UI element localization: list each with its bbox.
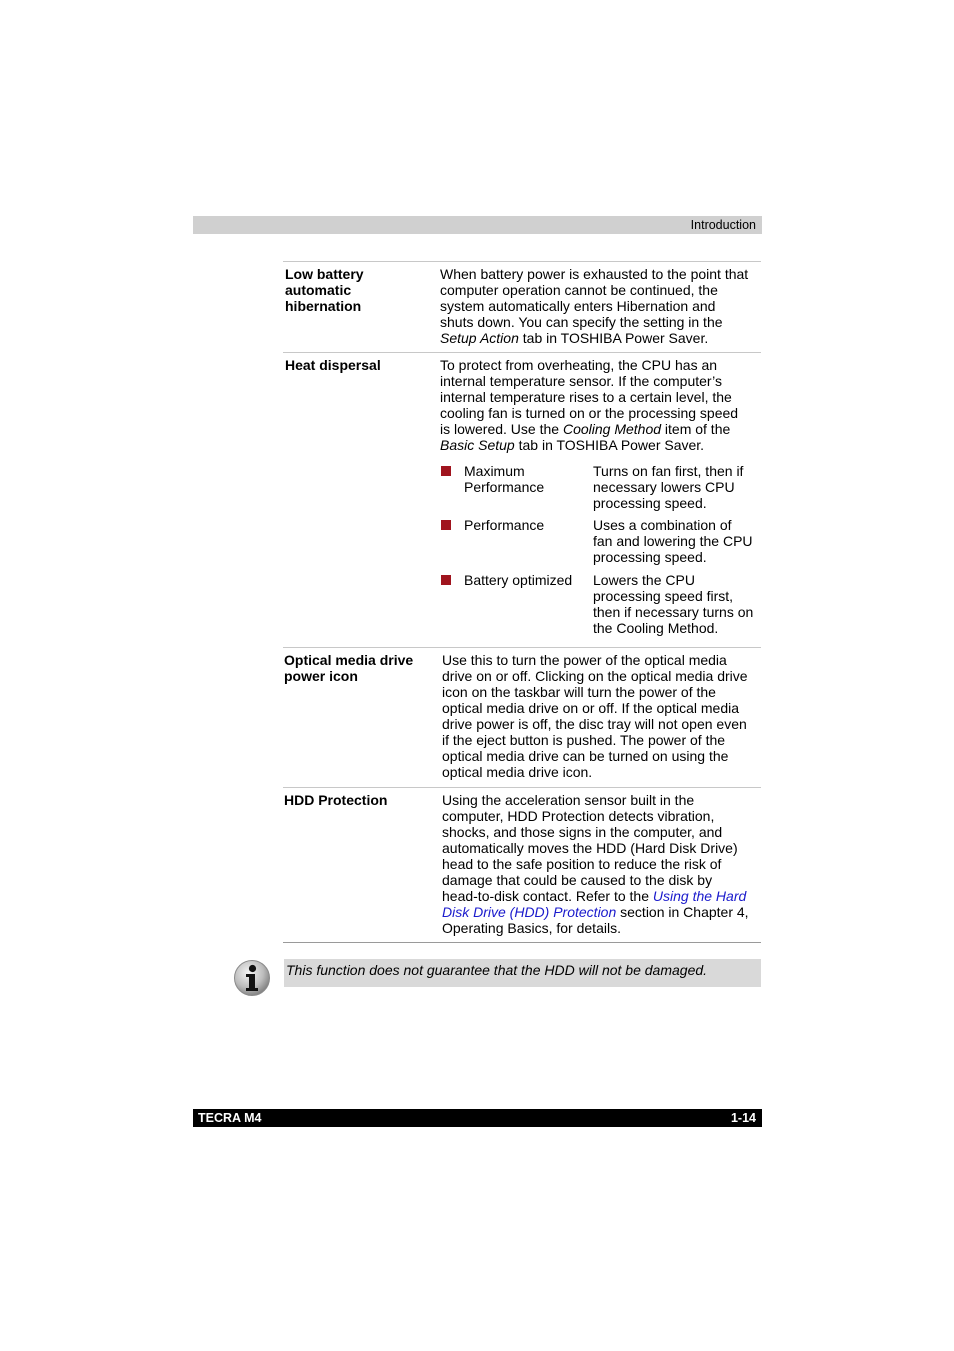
- table-row-heat-dispersal: Heat dispersal To protect from overheating, the CPU has an internal temperature sensor. If the computer’s internal temperature rises to a certain level, the cooling fan is turned on or the processing speed is lowered. Use the Cooling Method item of the Basic Setup tab in TOSHIBA Power Saver. Maximum Performance Turns on fan first, then if necessary lowers CPU processing speed. Performance Uses a combination of fan and lowering the CPU processing speed. Battery optimized Lowers the CPU processing speed first, then if necessary turns on the Cooling Method.: [283, 352, 761, 647]
- info-icon: [233, 959, 271, 997]
- section-title: Introduction: [690, 218, 756, 232]
- row-label: HDD Protection: [284, 792, 388, 808]
- bullet-square-icon: [441, 575, 451, 585]
- row-description: To protect from overheating, the CPU has an internal temperature sensor. If the computer’s internal temperature rises to a certain level, the cooling fan is turned on or the processing speed is lowered. Use the Cooling Method item of the Basic Setup tab in TOSHIBA Power Saver.: [440, 357, 739, 453]
- bullet-square-icon: [441, 466, 451, 476]
- table-bottom-rule: [283, 942, 761, 943]
- bullet-square-icon: [441, 520, 451, 530]
- note-box: [284, 959, 761, 987]
- header-bar: [193, 216, 762, 234]
- table-row-low-battery: [283, 261, 761, 352]
- table-row-optical-drive: [283, 647, 761, 787]
- product-model: TECRA M4: [198, 1111, 262, 1125]
- row-label: Low battery automatic hibernation: [285, 266, 364, 314]
- row-description: When battery power is exhausted to the point that computer operation cannot be continued, the system automatically enters Hibernation and shuts down. You can specify the setting in the Setup Action tab in TOSHIBA Power Saver.: [440, 266, 749, 346]
- page-number: 1-14: [730, 1111, 756, 1125]
- row-description: Using the acceleration sensor built in the computer, HDD Protection detects vibration, shocks, and those signs in the computer, and automatically moves the HDD (Hard Disk Drive) head to the safe position to reduce the risk of damage that could be caused to the disk by head-to-disk contact. Refer to the Using the Hard Disk Drive (HDD) Protection section in Chapter 4, Operating Basics, for details.: [442, 792, 749, 936]
- row-description: Use this to turn the power of the optical media drive on or off. Clicking on the optical media drive icon on the taskbar will turn the power of the optical media drive on or off. If the optical media drive power is off, the disc tray will not open even if the eject button is pushed. The power of the optical media drive can be turned on using the optical media drive icon.: [442, 652, 748, 780]
- row-label: Optical media drive power icon: [284, 652, 414, 684]
- table-row-hdd-protection: [283, 787, 761, 942]
- note-text: This function does not guarantee that the HDD will not be damaged.: [286, 962, 708, 978]
- footer-bar: [193, 1109, 762, 1127]
- hdd-protection-link[interactable]: Using the Hard: [652, 888, 747, 904]
- row-label: Heat dispersal: [285, 357, 381, 373]
- hdd-protection-link-cont[interactable]: Disk Drive (HDD) Protection: [442, 904, 617, 920]
